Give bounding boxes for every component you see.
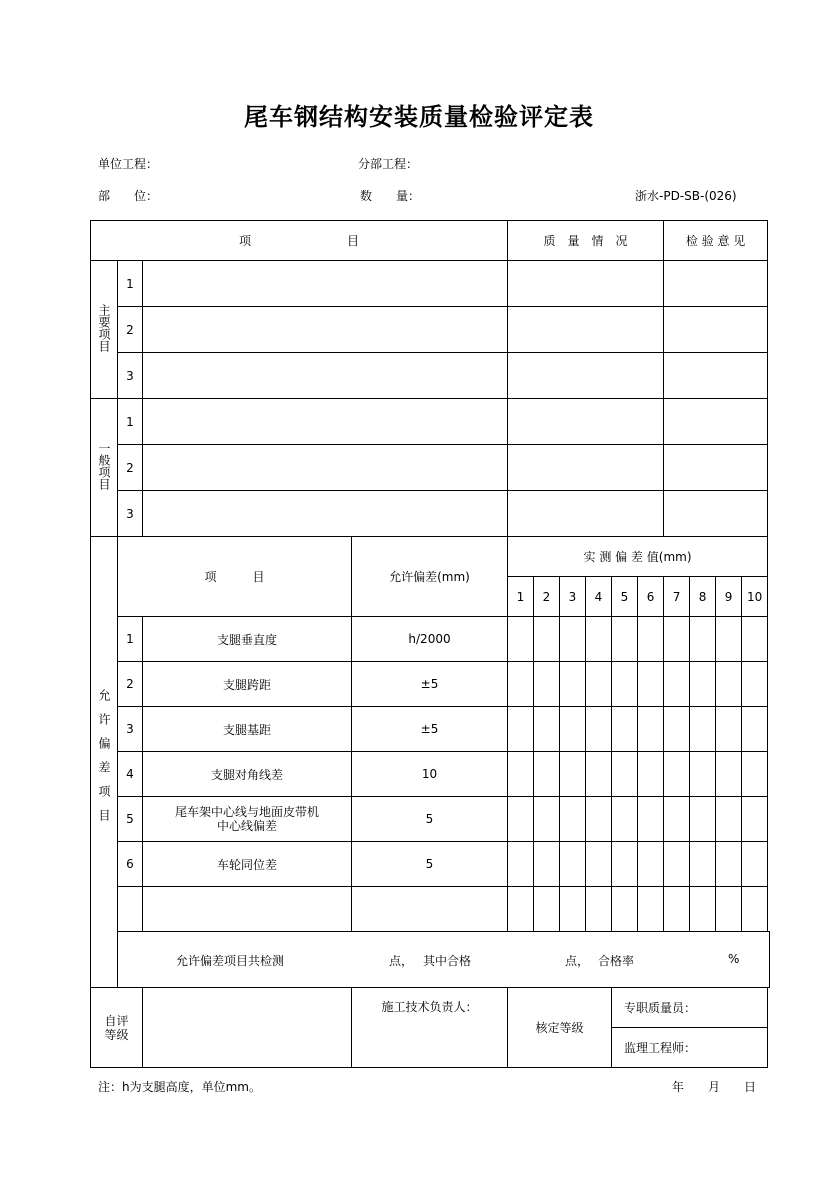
form-code: 浙水-PD-SB-(026) xyxy=(635,189,737,203)
measure-cell[interactable] xyxy=(664,662,690,707)
measure-cell[interactable] xyxy=(534,707,560,752)
general-item-opinion[interactable] xyxy=(664,491,768,537)
dev-allow-header: 允许偏差(mm) xyxy=(352,537,508,617)
dev-row-number: 2 xyxy=(118,662,143,707)
row-number: 1 xyxy=(118,399,143,445)
deviation-row xyxy=(91,662,770,707)
measure-cell[interactable] xyxy=(534,662,560,707)
dev-row-number: 6 xyxy=(118,842,143,887)
summary-points-1: 点， xyxy=(389,954,414,968)
measure-cell[interactable] xyxy=(612,797,638,842)
supervisor-label[interactable]: 监理工程师： xyxy=(612,1028,768,1068)
measure-cell[interactable] xyxy=(690,662,716,707)
measure-cell[interactable] xyxy=(638,797,664,842)
footer-note: 注：h为支腿高度，单位mm。 xyxy=(98,1080,261,1094)
measure-cell[interactable] xyxy=(612,617,638,662)
measure-cell[interactable] xyxy=(638,617,664,662)
dev-item-name: 支腿跨距 xyxy=(143,662,352,707)
main-item-content[interactable] xyxy=(143,261,508,307)
dev-row-number: 5 xyxy=(118,797,143,842)
sub-project-label: 分部工程： xyxy=(358,157,419,171)
dev-row-number: 4 xyxy=(118,752,143,797)
measure-cell[interactable] xyxy=(690,887,716,932)
measure-cell[interactable] xyxy=(612,752,638,797)
general-item-content[interactable] xyxy=(143,491,508,537)
measure-cell[interactable] xyxy=(716,707,742,752)
measure-cell[interactable] xyxy=(508,617,534,662)
measure-cell[interactable] xyxy=(612,887,638,932)
measure-col: 3 xyxy=(560,577,586,617)
measure-cell[interactable] xyxy=(534,797,560,842)
summary-qualified: 其中合格 xyxy=(423,954,472,968)
measure-cell[interactable] xyxy=(508,797,534,842)
summary-rate: 合格率 xyxy=(598,954,635,968)
dev-item-name: 尾车架中心线与地面皮带机中心线偏差 xyxy=(143,797,352,842)
general-item-row xyxy=(91,399,770,445)
deviation-row xyxy=(91,752,770,797)
measure-cell[interactable] xyxy=(690,617,716,662)
self-eval-value[interactable] xyxy=(143,988,352,1068)
main-item-content[interactable] xyxy=(143,353,508,399)
measure-cell[interactable] xyxy=(638,707,664,752)
measure-col: 2 xyxy=(534,577,560,617)
measure-cell[interactable] xyxy=(664,797,690,842)
verify-grade-label: 核定等级 xyxy=(508,988,612,1068)
measure-cell[interactable] xyxy=(534,887,560,932)
main-item-row xyxy=(91,353,770,399)
measure-cell[interactable] xyxy=(586,887,612,932)
dev-row-number: 3 xyxy=(118,707,143,752)
measure-cell[interactable] xyxy=(664,617,690,662)
measure-cell[interactable] xyxy=(742,797,768,842)
general-item-opinion[interactable] xyxy=(664,399,768,445)
measure-cell[interactable] xyxy=(508,842,534,887)
dev-allowance: 5 xyxy=(352,797,508,842)
quality-header: 质 量 情 况 xyxy=(508,221,664,261)
measure-col: 6 xyxy=(638,577,664,617)
opinion-header: 检 验 意 见 xyxy=(664,221,768,261)
self-eval-label: 自评等级 xyxy=(91,988,143,1068)
dev-allowance: h/2000 xyxy=(352,617,508,662)
deviation-row xyxy=(91,617,770,662)
measure-cell[interactable] xyxy=(612,707,638,752)
measure-cell[interactable] xyxy=(508,887,534,932)
main-item-quality[interactable] xyxy=(508,261,664,307)
measure-cell[interactable] xyxy=(534,752,560,797)
measure-cell[interactable] xyxy=(560,707,586,752)
unit-project-label: 单位工程： xyxy=(98,157,159,171)
measure-cell[interactable] xyxy=(742,752,768,797)
main-item-content[interactable] xyxy=(143,307,508,353)
dev-item-header: 项 目 xyxy=(118,537,352,617)
main-items-label: 主要项目 xyxy=(91,261,118,399)
measure-cell[interactable] xyxy=(690,842,716,887)
dev-allowance: 5 xyxy=(352,842,508,887)
deviation-row xyxy=(91,707,770,752)
measure-cell[interactable] xyxy=(612,842,638,887)
measure-cell[interactable] xyxy=(716,797,742,842)
tech-lead-cell[interactable] xyxy=(352,988,508,1068)
measure-col: 1 xyxy=(508,577,534,617)
general-item-content[interactable] xyxy=(143,399,508,445)
general-item-quality[interactable] xyxy=(508,491,664,537)
measure-cell[interactable] xyxy=(716,617,742,662)
main-item-opinion[interactable] xyxy=(664,261,768,307)
measure-col: 9 xyxy=(716,577,742,617)
dev-item-name: 支腿基距 xyxy=(143,707,352,752)
general-item-row xyxy=(91,491,770,537)
main-item-quality[interactable] xyxy=(508,307,664,353)
main-item-opinion[interactable] xyxy=(664,307,768,353)
measure-cell[interactable] xyxy=(690,707,716,752)
deviation-row xyxy=(91,842,770,887)
main-item-opinion[interactable] xyxy=(664,353,768,399)
general-item-opinion[interactable] xyxy=(664,445,768,491)
row-number: 3 xyxy=(118,353,143,399)
measure-cell[interactable] xyxy=(716,887,742,932)
measure-cell[interactable] xyxy=(560,797,586,842)
summary-row xyxy=(91,932,770,988)
measure-cell[interactable] xyxy=(534,617,560,662)
measure-cell[interactable] xyxy=(586,662,612,707)
measure-cell[interactable] xyxy=(508,662,534,707)
measure-cell[interactable] xyxy=(690,752,716,797)
measure-cell[interactable] xyxy=(586,842,612,887)
measure-cell[interactable] xyxy=(560,887,586,932)
summary-percent: % xyxy=(728,952,740,966)
row-number: 3 xyxy=(118,491,143,537)
summary-total: 允许偏差项目共检测 xyxy=(176,954,285,968)
measure-cell[interactable] xyxy=(586,707,612,752)
main-item-row xyxy=(91,261,770,307)
measure-cell[interactable] xyxy=(586,797,612,842)
measure-cell[interactable] xyxy=(560,842,586,887)
row-number: 2 xyxy=(118,307,143,353)
measure-cell[interactable] xyxy=(586,617,612,662)
dev-allowance: ±5 xyxy=(352,707,508,752)
general-item-row xyxy=(91,445,770,491)
measure-cell[interactable] xyxy=(742,842,768,887)
row-number: 2 xyxy=(118,445,143,491)
dev-item-name: 支腿对角线差 xyxy=(143,752,352,797)
quality-officer-label[interactable]: 专职质量员： xyxy=(612,988,768,1028)
general-item-quality[interactable] xyxy=(508,445,664,491)
measure-cell[interactable] xyxy=(638,662,664,707)
deviation-row xyxy=(91,797,770,842)
deviation-header-row xyxy=(91,537,770,577)
header-row xyxy=(91,221,770,261)
measure-col: 10 xyxy=(742,577,768,617)
dev-allowance[interactable] xyxy=(352,887,508,932)
measure-cell[interactable] xyxy=(664,887,690,932)
deviation-row-empty xyxy=(91,887,770,932)
measure-cell[interactable] xyxy=(560,617,586,662)
measure-cell[interactable] xyxy=(690,797,716,842)
measure-cell[interactable] xyxy=(534,842,560,887)
measure-cell[interactable] xyxy=(716,842,742,887)
tech-lead-label: 施工技术负责人： xyxy=(381,1000,478,1014)
general-item-quality[interactable] xyxy=(508,399,664,445)
measure-col: 7 xyxy=(664,577,690,617)
allowed-deviation-label: 允许偏差项目 xyxy=(91,537,118,988)
dev-item-name[interactable] xyxy=(143,887,352,932)
measure-cell[interactable] xyxy=(664,707,690,752)
dev-item-name: 车轮同位差 xyxy=(143,842,352,887)
measure-cell[interactable] xyxy=(612,662,638,707)
inspection-table xyxy=(90,220,770,1068)
main-item-quality[interactable] xyxy=(508,353,664,399)
summary-cell xyxy=(118,932,770,988)
measure-col: 8 xyxy=(690,577,716,617)
main-item-row xyxy=(91,307,770,353)
measure-cell[interactable] xyxy=(638,842,664,887)
page-title: 尾车钢结构安装质量检验评定表 xyxy=(244,103,594,131)
measure-cell[interactable] xyxy=(508,707,534,752)
item-header: 项 目 xyxy=(91,221,508,261)
position-label: 部 位： xyxy=(98,189,159,203)
measure-cell[interactable] xyxy=(638,887,664,932)
summary-points-2: 点， xyxy=(565,954,590,968)
dev-row-number[interactable] xyxy=(118,887,143,932)
measure-cell[interactable] xyxy=(742,662,768,707)
measure-cell[interactable] xyxy=(664,752,690,797)
dev-item-name: 支腿垂直度 xyxy=(143,617,352,662)
measure-cell[interactable] xyxy=(638,752,664,797)
measure-cell[interactable] xyxy=(560,662,586,707)
measure-cell[interactable] xyxy=(716,752,742,797)
row-number: 1 xyxy=(118,261,143,307)
measure-cell[interactable] xyxy=(742,617,768,662)
measure-col: 4 xyxy=(586,577,612,617)
dev-row-number: 1 xyxy=(118,617,143,662)
measure-cell[interactable] xyxy=(742,707,768,752)
measure-col: 5 xyxy=(612,577,638,617)
sign-row-1 xyxy=(91,988,770,1028)
measure-cell[interactable] xyxy=(560,752,586,797)
dev-allowance: ±5 xyxy=(352,662,508,707)
measure-cell[interactable] xyxy=(508,752,534,797)
general-items-label: 一般项目 xyxy=(91,399,118,537)
quantity-label: 数 量： xyxy=(360,189,421,203)
measure-cell[interactable] xyxy=(586,752,612,797)
general-item-content[interactable] xyxy=(143,445,508,491)
measure-cell[interactable] xyxy=(742,887,768,932)
measure-cell[interactable] xyxy=(716,662,742,707)
footer-date: 年 月 日 xyxy=(672,1080,757,1094)
measured-header: 实 测 偏 差 值(mm) xyxy=(508,537,768,577)
measure-cell[interactable] xyxy=(664,842,690,887)
dev-allowance: 10 xyxy=(352,752,508,797)
